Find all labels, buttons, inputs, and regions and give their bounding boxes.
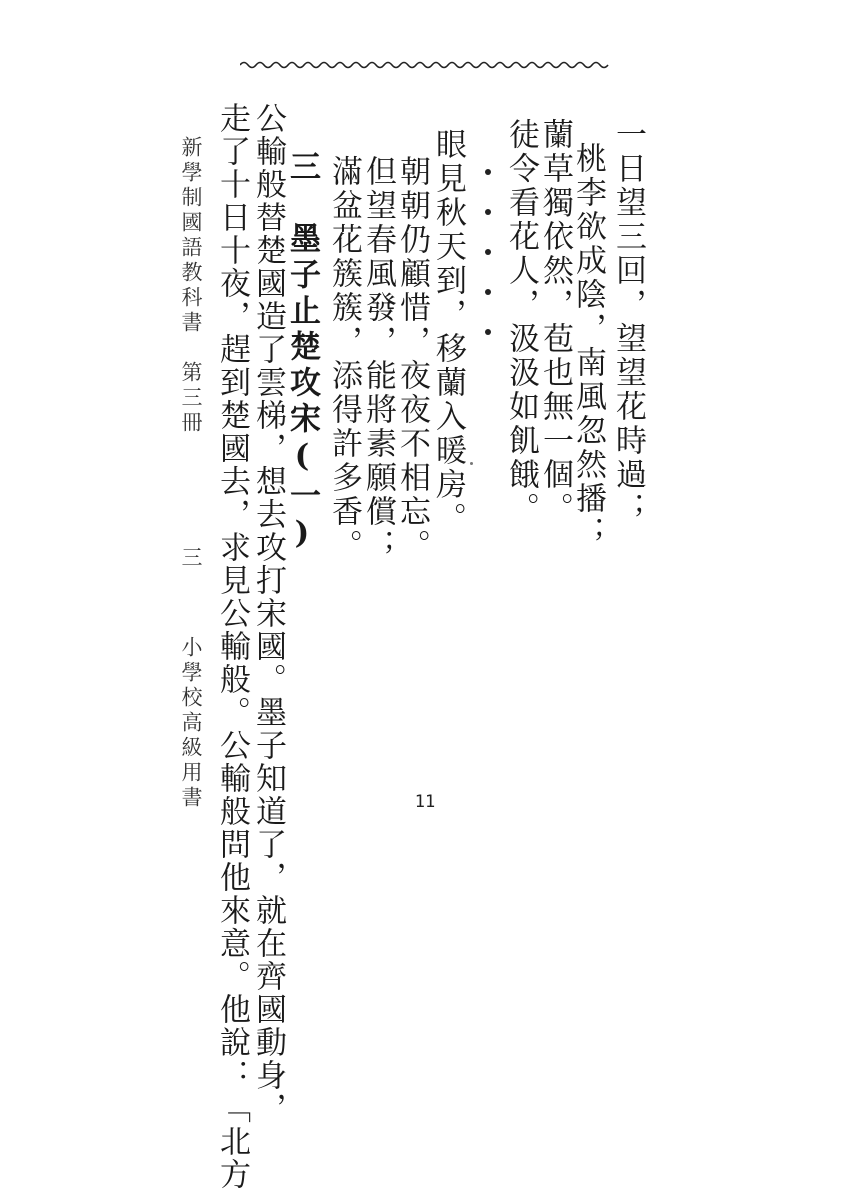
poem-line-1: 一日望三回，望望花時過； — [610, 118, 646, 526]
poem-line-2: 桃李欲成陰，南風忽然播； — [570, 142, 606, 550]
page-number: 11 — [414, 792, 436, 812]
poem-line-4: 徒令看花人，汲汲如飢餓。 — [503, 118, 539, 526]
poem-line-5: 眼見秋天到，移蘭入暖房。 — [430, 128, 466, 536]
lesson-heading: 三 墨子止楚攻宋(一) — [284, 150, 320, 556]
level-label: 小學校高級用書 — [179, 636, 203, 811]
emphasis-dots — [483, 130, 493, 340]
print-speck — [470, 462, 473, 465]
poem-line-8: 滿盆花簇簇，添得許多香。 — [326, 155, 362, 563]
page-mark: 三 — [179, 546, 203, 571]
poem-line-6: 朝朝仍顧惜，夜夜不相忘。 — [394, 155, 430, 563]
poem-line-7: 但望春風發，能將素願償； — [360, 155, 396, 563]
book-title: 新學制國語教科書 第三冊 — [179, 136, 203, 436]
poem-line-3: 蘭草獨依然，苞也無一個。 — [537, 118, 573, 526]
wavy-rule-divider — [240, 58, 612, 72]
prose-line-2: 走了十日十夜，趕到楚國去，求見公輸般。公輸般問他來意。他說：「北方 — [214, 102, 250, 1191]
prose-line-1: 公輸般替楚國造了雲梯，想去攻打宋國。墨子知道了，就在齊國動身， — [250, 102, 286, 1125]
